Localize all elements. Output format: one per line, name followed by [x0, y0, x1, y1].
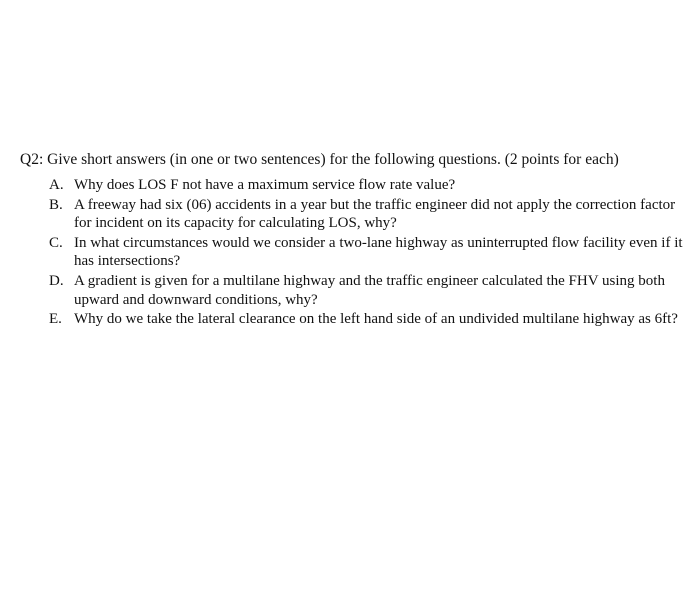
question-document — [20, 150, 696, 330]
item-letter: B. — [49, 196, 63, 213]
question-item-c — [20, 234, 696, 271]
question-list — [20, 176, 696, 329]
question-item-b — [20, 196, 696, 233]
question-item-e — [20, 310, 696, 329]
item-text: A gradient is given for a multilane highway and the traffic engineer calculated the FHV using both upward and downward conditions, why? — [74, 272, 665, 308]
item-text: Why does LOS F not have a maximum service flow rate value? — [74, 177, 456, 193]
item-text: A freeway had six (06) accidents in a year but the traffic engineer did not apply the correction factor for incident on its capacity for calculating LOS, why? — [74, 196, 676, 232]
item-letter: D. — [49, 272, 64, 289]
item-letter: E. — [49, 311, 62, 328]
item-letter: A. — [49, 177, 64, 193]
question-heading: Q2: Give short answers (in one or two sentences) for the following questions. (2 points for each) — [20, 151, 619, 168]
item-letter: C. — [49, 234, 63, 251]
item-text: Why do we take the lateral clearance on the left hand side of an undivided multilane highway as 6ft? — [74, 311, 678, 328]
question-item-a — [20, 176, 696, 195]
question-item-d — [20, 272, 696, 309]
item-text: In what circumstances would we consider a two-lane highway as uninterrupted flow facility even if it has intersections? — [74, 234, 683, 270]
